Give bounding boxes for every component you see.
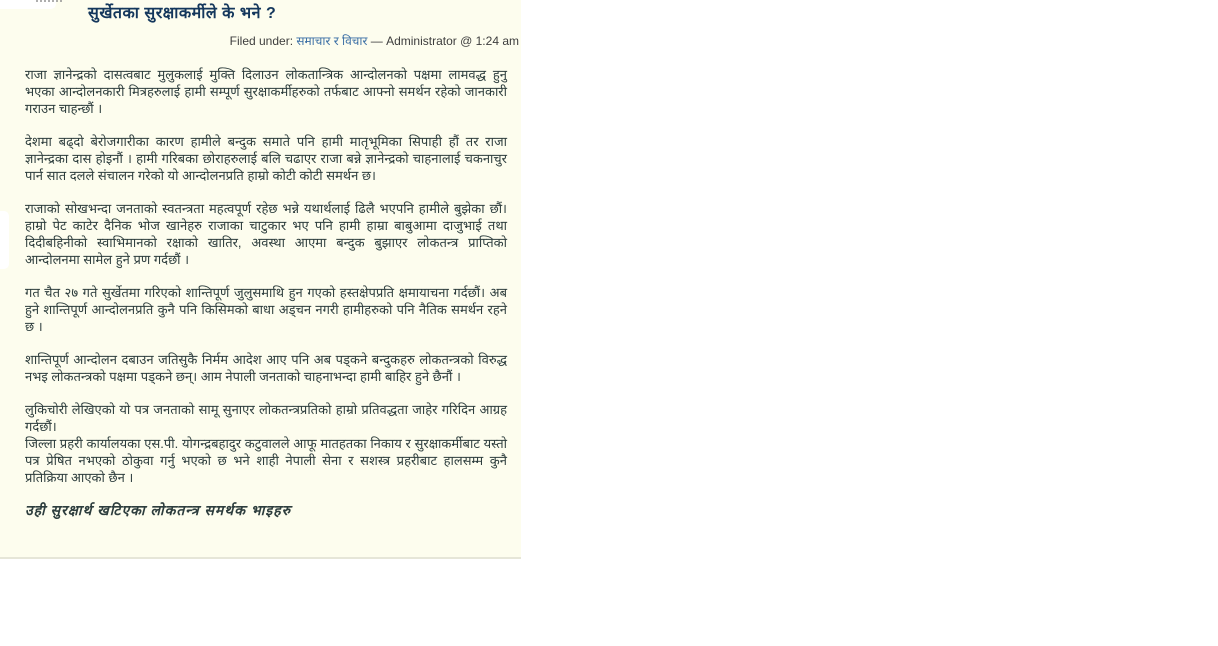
filed-under-label: Filed under: <box>229 34 294 48</box>
post-body <box>0 66 521 519</box>
post-paragraph: राजा ज्ञानेन्द्रको दासत्वबाट मुलुकलाई मुक्ति दिलाउन लोकतान्त्रिक आन्दोलनको पक्षमा लामवद्ध हुनु भएका आन्दोलनकारी मित्रहरुलाई हामी सम्पूर्ण सुरक्षाकर्मीहरुको तर्फबाट आफ्नो समर्थन रहेको जानकारी गराउन चाहन्छौं । <box>25 67 507 116</box>
byline <box>230 32 519 49</box>
post-paragraph: लुकिचोरी लेखिएको यो पत्र जनताको सामू सुनाएर लोकतन्त्रप्रतिको हाम्रो प्रतिवद्धता जाहेर गरिदिन आग्रह गर्दछौं। <box>25 402 507 434</box>
page-title: सुर्खेतका सुरक्षाकर्मीले के भने ? <box>88 5 277 22</box>
cutoff-text-fragment <box>36 0 62 4</box>
signature-line: उही सुरक्षार्थ खटिएका लोकतन्त्र समर्थक भाइहरु <box>25 502 292 518</box>
post-content-panel <box>0 0 521 559</box>
post-paragraph: जिल्ला प्रहरी कार्यालयका एस.पी. योगन्द्रबहादुर कटुवालले आफू मातहतका निकाय र सुरक्षाकर्मीबाट यस्तो पत्र प्रेषित नभएको ठोकुवा गर्नु भएको छ भने शाही नेपाली सेना र सशस्त्र प्रहरीबाट हालसम्म कुनै प्रतिक्रिया आएको छैन । <box>25 436 507 485</box>
left-edge-white-strip <box>0 211 9 269</box>
post-paragraph: गत चैत २७ गते सुर्खेतमा गरिएको शान्तिपूर्ण जुलुसमाथि हुन गएको हस्तक्षेपप्रति क्षमायाचना गर्दछौं। अब हुने शान्तिपूर्ण आन्दोलनप्रति कुनै पनि किसिमको बाधा अड्चन नगरी हामीहरुको पनि नैतिक समर्थन रहने छ । <box>25 285 507 334</box>
category-link[interactable]: समाचार र विचार <box>296 34 368 48</box>
top-left-white-notch <box>0 0 56 9</box>
byline-separator: — <box>370 34 383 48</box>
author-timestamp: Administrator @ 1:24 am <box>386 34 519 48</box>
post-paragraph: शान्तिपूर्ण आन्दोलन दबाउन जतिसुकै निर्मम आदेश आए पनि अब पड्कने बन्दुकहरु लोकतन्त्रको विरुद्ध नभइ लोकतन्त्रको पक्षमा पड्कने छन्। आम नेपाली जनताको चाहनाभन्दा हामी बाहिर हुने छैनौं । <box>25 352 507 384</box>
post-paragraph: राजाको सोखभन्दा जनताको स्वतन्त्रता महत्वपूर्ण रहेछ भन्ने यथार्थलाई ढिलै भएपनि हामीले बुझेका छौं। हाम्रो पेट काटेर दैनिक भोज खानेहरु राजाका चाटुकार भए पनि हामी हाम्रा बाबुआमा दाजुभाई तथा दिदीबहिनीको स्वाभिमानको रक्षाको खातिर, अवस्था आएमा बन्दुक बुझाएर लोकतन्त्र प्राप्तिको आन्दोलनमा सामेल हुने प्रण गर्दछौं । <box>25 201 507 267</box>
post-paragraph: देशमा बढ्दो बेरोजगारीका कारण हामीले बन्दुक समाते पनि हामी मातृभूमिका सिपाही हौं तर राजा ज्ञानेन्द्रका दास होइनौं । हामी गरिबका छोराहरुलाई बलि चढाएर राजा बन्ने ज्ञानेन्द्रको चाहनालाई चकनाचुर पार्न सात दलले संचालन गरेको यो आन्दोलनप्रति हाम्रो कोटी कोटी समर्थन छ। <box>25 134 507 183</box>
